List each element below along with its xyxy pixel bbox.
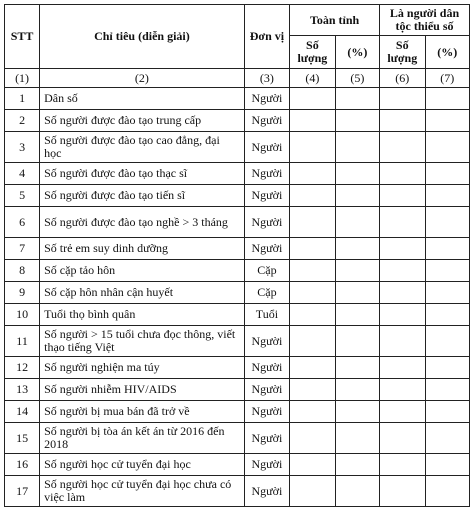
row-dan-toc-percent xyxy=(425,379,470,401)
row-description: Số người được đào tạo cao đẳng, đại học xyxy=(40,132,245,163)
row-number: 10 xyxy=(5,304,40,326)
row-number: 15 xyxy=(5,423,40,454)
row-description: Số trẻ em suy dinh dưỡng xyxy=(40,238,245,260)
row-dan-toc-so-luong xyxy=(380,401,425,423)
colnum-5: (5) xyxy=(335,69,379,88)
row-toan-tinh-percent xyxy=(335,132,379,163)
row-toan-tinh-percent xyxy=(335,185,379,207)
header-percent-1: (%) xyxy=(335,36,379,69)
row-number: 11 xyxy=(5,326,40,357)
row-number: 16 xyxy=(5,454,40,476)
row-toan-tinh-so-luong xyxy=(290,163,335,185)
row-toan-tinh-percent xyxy=(335,326,379,357)
row-unit: Người xyxy=(244,238,289,260)
row-unit: Người xyxy=(244,423,289,454)
table-row xyxy=(5,185,470,207)
row-dan-toc-percent xyxy=(425,357,470,379)
header-so-luong-2: Số lượng xyxy=(380,36,425,69)
row-toan-tinh-percent xyxy=(335,207,379,238)
colnum-1: (1) xyxy=(5,69,40,88)
table-row xyxy=(5,260,470,282)
row-description: Số người được đào tạo trung cấp xyxy=(40,110,245,132)
header-chi-tieu: Chỉ tiêu (diễn giải) xyxy=(40,5,245,69)
row-unit: Người xyxy=(244,401,289,423)
row-dan-toc-so-luong xyxy=(380,163,425,185)
row-dan-toc-so-luong xyxy=(380,110,425,132)
row-number: 7 xyxy=(5,238,40,260)
table-row xyxy=(5,282,470,304)
row-toan-tinh-percent xyxy=(335,423,379,454)
row-description: Dân số xyxy=(40,88,245,110)
table-row xyxy=(5,132,470,163)
row-dan-toc-so-luong xyxy=(380,238,425,260)
row-toan-tinh-percent xyxy=(335,238,379,260)
row-toan-tinh-so-luong xyxy=(290,357,335,379)
row-unit: Người xyxy=(244,476,289,507)
row-toan-tinh-so-luong xyxy=(290,379,335,401)
row-number: 3 xyxy=(5,132,40,163)
row-unit: Cặp xyxy=(244,282,289,304)
table-row xyxy=(5,379,470,401)
row-dan-toc-percent xyxy=(425,110,470,132)
table-row xyxy=(5,304,470,326)
row-toan-tinh-percent xyxy=(335,454,379,476)
table-row xyxy=(5,110,470,132)
row-unit: Người xyxy=(244,357,289,379)
header-dan-toc: Là người dân tộc thiểu số xyxy=(380,5,470,36)
row-dan-toc-percent xyxy=(425,326,470,357)
row-unit: Người xyxy=(244,132,289,163)
row-toan-tinh-so-luong xyxy=(290,423,335,454)
row-toan-tinh-percent xyxy=(335,260,379,282)
row-unit: Người xyxy=(244,163,289,185)
table-row xyxy=(5,357,470,379)
row-dan-toc-so-luong xyxy=(380,207,425,238)
row-dan-toc-so-luong xyxy=(380,357,425,379)
table-row xyxy=(5,423,470,454)
row-toan-tinh-percent xyxy=(335,379,379,401)
row-unit: Cặp xyxy=(244,260,289,282)
row-toan-tinh-percent xyxy=(335,110,379,132)
row-toan-tinh-so-luong xyxy=(290,238,335,260)
row-dan-toc-percent xyxy=(425,88,470,110)
row-toan-tinh-percent xyxy=(335,88,379,110)
row-dan-toc-percent xyxy=(425,282,470,304)
row-number: 4 xyxy=(5,163,40,185)
row-dan-toc-so-luong xyxy=(380,282,425,304)
row-unit: Người xyxy=(244,185,289,207)
row-dan-toc-percent xyxy=(425,238,470,260)
row-toan-tinh-so-luong xyxy=(290,132,335,163)
row-dan-toc-so-luong xyxy=(380,88,425,110)
row-dan-toc-percent xyxy=(425,304,470,326)
row-description: Số người nhiễm HIV/AIDS xyxy=(40,379,245,401)
row-number: 5 xyxy=(5,185,40,207)
row-toan-tinh-so-luong xyxy=(290,326,335,357)
row-dan-toc-so-luong xyxy=(380,423,425,454)
header-don-vi: Đơn vị xyxy=(244,5,289,69)
colnum-7: (7) xyxy=(425,69,470,88)
colnum-4: (4) xyxy=(290,69,335,88)
row-description: Số người nghiện ma túy xyxy=(40,357,245,379)
row-unit: Tuổi xyxy=(244,304,289,326)
row-toan-tinh-so-luong xyxy=(290,454,335,476)
header-toan-tinh: Toàn tỉnh xyxy=(290,5,380,36)
row-dan-toc-percent xyxy=(425,260,470,282)
table-row xyxy=(5,401,470,423)
row-dan-toc-so-luong xyxy=(380,454,425,476)
row-toan-tinh-percent xyxy=(335,401,379,423)
row-description: Số người được đào tạo thạc sĩ xyxy=(40,163,245,185)
row-dan-toc-so-luong xyxy=(380,379,425,401)
row-number: 13 xyxy=(5,379,40,401)
row-description: Số người học cử tuyển đại học chưa có việc làm xyxy=(40,476,245,507)
table-row xyxy=(5,163,470,185)
table-row xyxy=(5,454,470,476)
statistics-table xyxy=(4,4,470,507)
row-toan-tinh-percent xyxy=(335,282,379,304)
colnum-6: (6) xyxy=(380,69,425,88)
row-description: Số người bị tòa án kết án từ 2016 đến 2018 xyxy=(40,423,245,454)
row-unit: Người xyxy=(244,379,289,401)
row-description: Số người học cử tuyển đại học xyxy=(40,454,245,476)
row-toan-tinh-percent xyxy=(335,357,379,379)
table-row xyxy=(5,207,470,238)
colnum-2: (2) xyxy=(40,69,245,88)
row-dan-toc-percent xyxy=(425,132,470,163)
row-toan-tinh-percent xyxy=(335,304,379,326)
row-description: Tuổi thọ bình quân xyxy=(40,304,245,326)
row-dan-toc-percent xyxy=(425,163,470,185)
row-toan-tinh-so-luong xyxy=(290,304,335,326)
row-number: 1 xyxy=(5,88,40,110)
row-description: Số người > 15 tuổi chưa đọc thông, viết thạo tiếng Việt xyxy=(40,326,245,357)
table-body xyxy=(5,88,470,507)
colnum-3: (3) xyxy=(244,69,289,88)
row-toan-tinh-so-luong xyxy=(290,401,335,423)
row-number: 8 xyxy=(5,260,40,282)
row-dan-toc-percent xyxy=(425,401,470,423)
row-dan-toc-percent xyxy=(425,185,470,207)
row-number: 12 xyxy=(5,357,40,379)
table-row xyxy=(5,88,470,110)
row-toan-tinh-so-luong xyxy=(290,110,335,132)
header-percent-2: (%) xyxy=(425,36,470,69)
row-number: 17 xyxy=(5,476,40,507)
row-toan-tinh-so-luong xyxy=(290,185,335,207)
row-dan-toc-so-luong xyxy=(380,326,425,357)
row-number: 2 xyxy=(5,110,40,132)
row-dan-toc-percent xyxy=(425,207,470,238)
row-toan-tinh-so-luong xyxy=(290,88,335,110)
row-dan-toc-percent xyxy=(425,423,470,454)
row-unit: Người xyxy=(244,207,289,238)
row-description: Số người được đào tạo nghề > 3 tháng xyxy=(40,207,245,238)
row-dan-toc-so-luong xyxy=(380,260,425,282)
row-unit: Người xyxy=(244,88,289,110)
row-description: Số người được đào tạo tiến sĩ xyxy=(40,185,245,207)
row-toan-tinh-percent xyxy=(335,163,379,185)
row-toan-tinh-so-luong xyxy=(290,207,335,238)
row-number: 9 xyxy=(5,282,40,304)
row-toan-tinh-so-luong xyxy=(290,282,335,304)
row-unit: Người xyxy=(244,110,289,132)
row-toan-tinh-so-luong xyxy=(290,260,335,282)
row-number: 14 xyxy=(5,401,40,423)
row-dan-toc-so-luong xyxy=(380,304,425,326)
table-row xyxy=(5,238,470,260)
row-dan-toc-so-luong xyxy=(380,132,425,163)
table-row xyxy=(5,326,470,357)
header-stt: STT xyxy=(5,5,40,69)
row-description: Số người bị mua bán đã trở về xyxy=(40,401,245,423)
row-description: Số cặp tảo hôn xyxy=(40,260,245,282)
row-dan-toc-percent xyxy=(425,454,470,476)
row-number: 6 xyxy=(5,207,40,238)
row-unit: Người xyxy=(244,326,289,357)
header-so-luong-1: Số lượng xyxy=(290,36,335,69)
row-unit: Người xyxy=(244,454,289,476)
row-description: Số cặp hôn nhân cận huyết xyxy=(40,282,245,304)
row-dan-toc-so-luong xyxy=(380,185,425,207)
